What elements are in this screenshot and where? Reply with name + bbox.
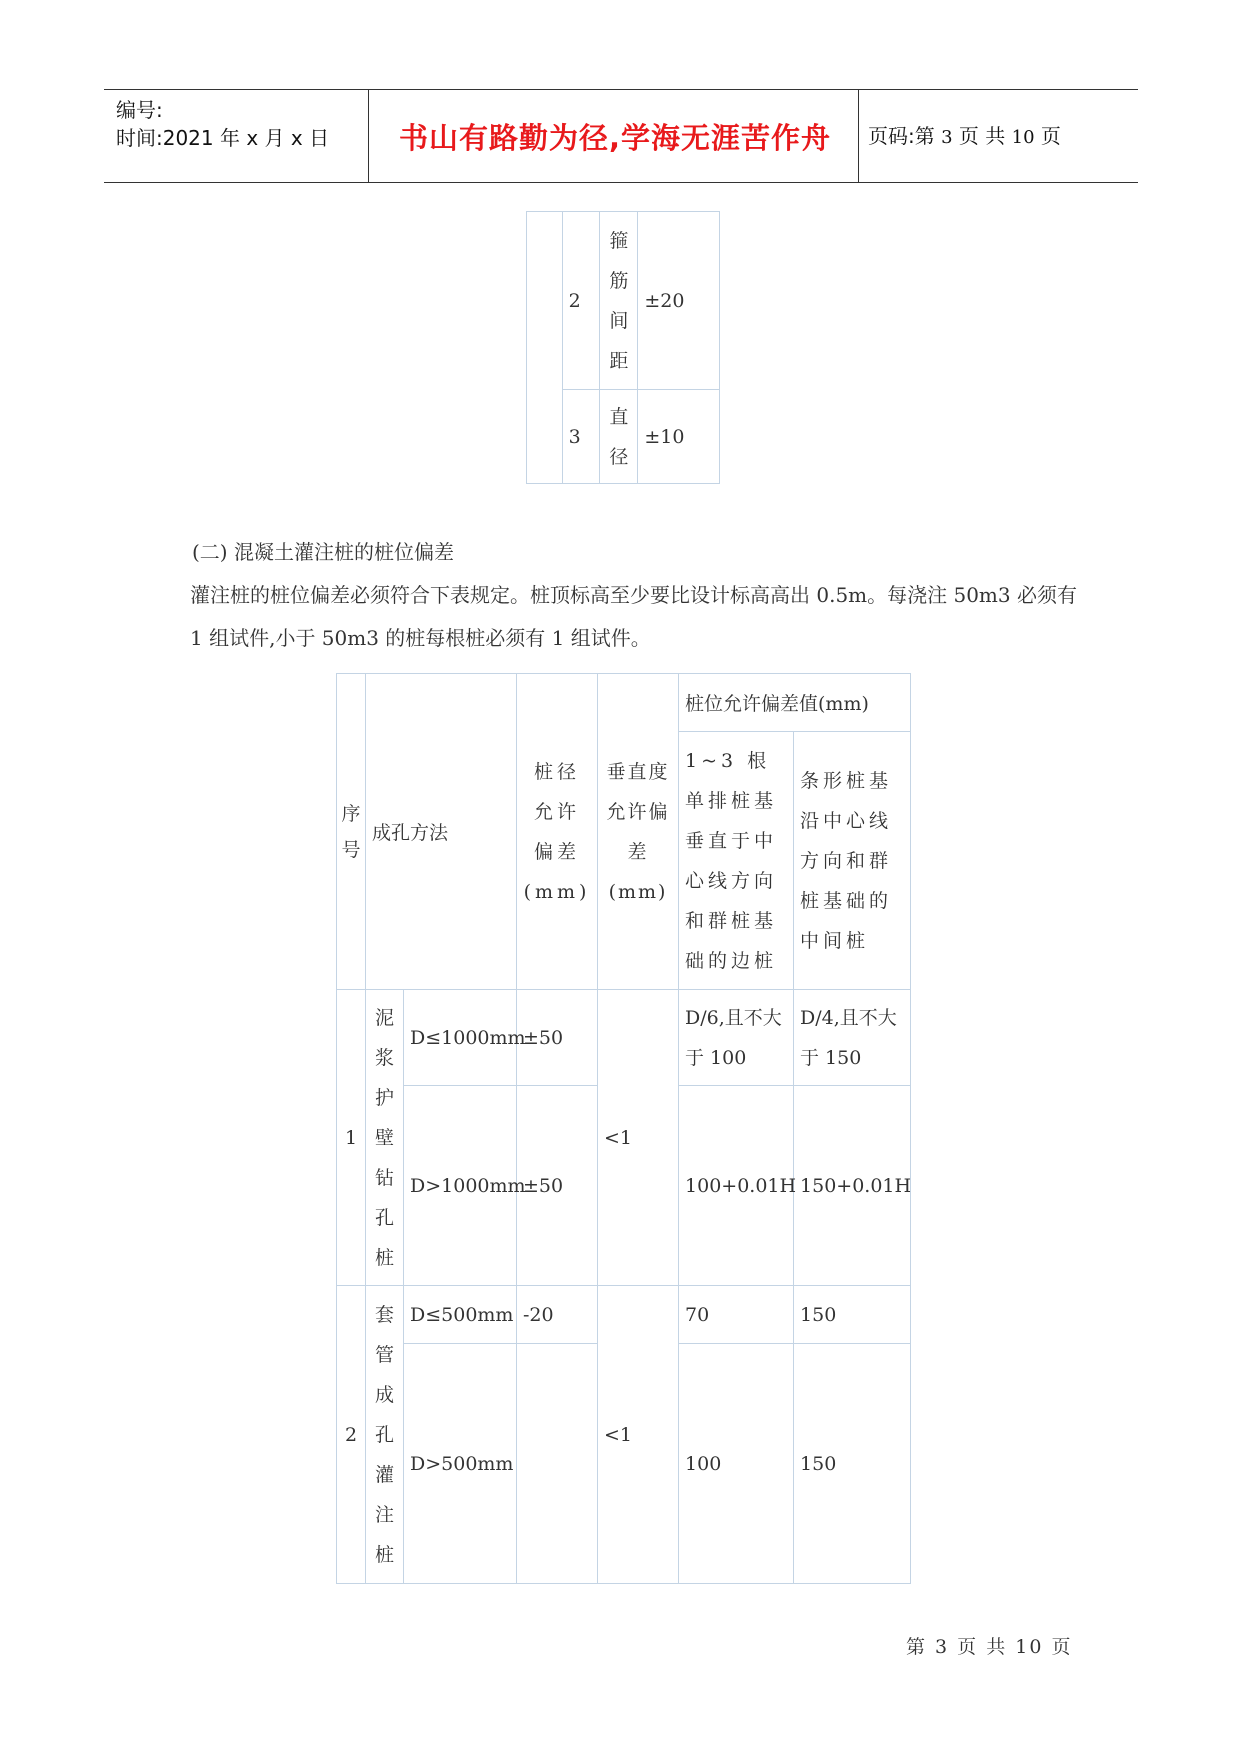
header-group: 桩位允许偏差值(mm) — [679, 674, 911, 732]
rebar-tolerance-table — [526, 211, 720, 484]
condition: D≤500mm — [404, 1286, 517, 1344]
edge-pile-value: 100+0.01H — [679, 1086, 794, 1286]
middle-pile-value: 150 — [794, 1344, 911, 1584]
header-divider-left — [368, 90, 369, 182]
serial-label: 编号: — [116, 98, 163, 122]
header-vertical: 垂直度允许偏差(mm) — [598, 674, 679, 990]
table-cell-empty — [527, 212, 563, 484]
row-number: 3 — [562, 390, 600, 484]
header-left — [116, 96, 329, 152]
diameter-tolerance — [517, 1344, 598, 1584]
condition: D>500mm — [404, 1344, 517, 1584]
edge-pile-value: 100 — [679, 1344, 794, 1584]
middle-pile-value: 150+0.01H — [794, 1086, 911, 1286]
tolerance-value: ±20 — [638, 212, 720, 390]
group-method: 套管成孔灌注桩 — [366, 1286, 404, 1584]
pile-deviation-table — [336, 673, 911, 1584]
group-method: 泥浆护壁钻孔桩 — [366, 990, 404, 1286]
page-total: 10 — [1011, 127, 1035, 148]
page-header — [104, 89, 1138, 183]
middle-pile-value: D/4,且不大于 150 — [794, 990, 911, 1086]
group-number: 2 — [337, 1286, 366, 1584]
section-title: (二) 混凝土灌注桩的桩位偏差 — [192, 540, 454, 564]
table-row — [337, 1286, 911, 1344]
table-row — [337, 990, 911, 1086]
item-name: 直径 — [600, 390, 638, 484]
header-middle-pile: 条形桩基沿中心线方向和群桩基础的中间桩 — [794, 732, 911, 990]
group-number: 1 — [337, 990, 366, 1286]
item-name: 箍筋间距 — [600, 212, 638, 390]
header-seq: 序号 — [337, 674, 366, 990]
vertical-tolerance: <1 — [598, 1286, 679, 1584]
edge-pile-value: 70 — [679, 1286, 794, 1344]
table-row — [527, 212, 720, 390]
page-end: 页 — [1040, 124, 1061, 148]
diameter-tolerance: ±50 — [517, 990, 598, 1086]
header-method: 成孔方法 — [366, 674, 517, 990]
diameter-tolerance: -20 — [517, 1286, 598, 1344]
page-label: 页码:第 — [868, 124, 935, 148]
header-diameter: 桩径允许偏差(mm) — [517, 674, 598, 990]
condition: D>1000mm — [404, 1086, 517, 1286]
header-page-number — [868, 120, 1061, 149]
row-number: 2 — [562, 212, 600, 390]
header-divider-right — [858, 90, 859, 182]
page-current: 3 — [941, 127, 953, 148]
diameter-tolerance: ±50 — [517, 1086, 598, 1286]
middle-pile-value: 150 — [794, 1286, 911, 1344]
condition: D≤1000mm — [404, 990, 517, 1086]
tolerance-value: ±10 — [638, 390, 720, 484]
time-label: 时间:2021 年 x 月 x 日 — [116, 126, 330, 150]
header-motto: 书山有路勤为径,学海无涯苦作舟 — [398, 121, 832, 155]
section-paragraph: 灌注桩的桩位偏差必须符合下表规定。桩顶标高至少要比设计标高高出 0.5m。每浇注 50m3 必须有 1 组试件,小于 50m3 的桩每根桩必须有 1 组试件。 — [190, 583, 1077, 650]
vertical-tolerance: <1 — [598, 990, 679, 1286]
header-edge-pile: 1~3 根单排桩基垂直于中心线方向和群桩基础的边桩 — [679, 732, 794, 990]
page-mid: 页 共 — [958, 124, 1006, 148]
edge-pile-value: D/6,且不大于 100 — [679, 990, 794, 1086]
page-footer: 第 3 页 共 10 页 — [906, 1636, 1073, 1658]
table-header-row — [337, 674, 911, 732]
